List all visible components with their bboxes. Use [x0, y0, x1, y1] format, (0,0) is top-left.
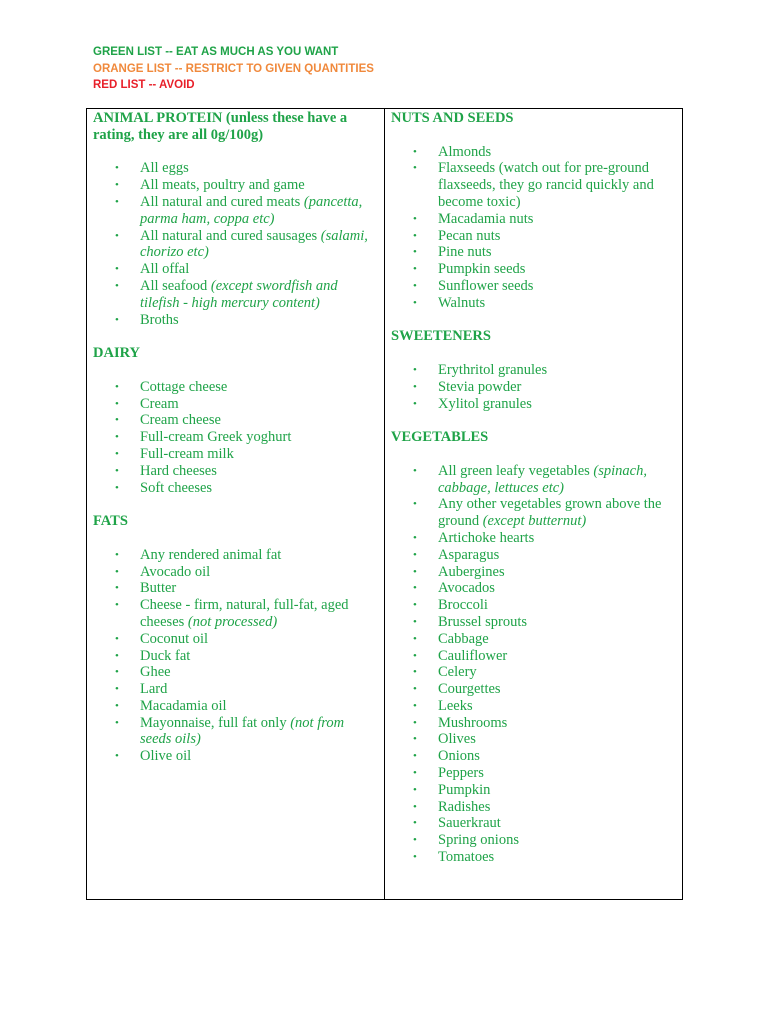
item-text: Lard	[140, 681, 168, 698]
item-text: Cream	[140, 395, 179, 412]
item-text: Macadamia oil	[140, 697, 227, 714]
item-text: Any other vegetables grown above the ground	[438, 496, 662, 530]
list-item	[391, 496, 676, 530]
item-text: Erythritol granules	[438, 361, 548, 378]
list-item	[93, 396, 378, 413]
list-item	[391, 715, 676, 732]
list-item	[93, 177, 378, 194]
list-item	[93, 194, 378, 228]
list-item	[93, 261, 378, 278]
list-item	[93, 412, 378, 429]
list-item	[93, 681, 378, 698]
list-item	[391, 160, 676, 210]
item-text: Pine nuts	[438, 244, 492, 261]
item-text: Brussel sprouts	[438, 613, 528, 630]
item-text: Cabbage	[438, 630, 489, 647]
item-text: Cream cheese	[140, 412, 221, 429]
item-text: Soft cheeses	[140, 479, 213, 496]
list-item	[391, 564, 676, 581]
legend-red: RED LIST -- AVOID	[93, 79, 195, 91]
item-text: Pecan nuts	[438, 227, 501, 244]
list-item	[391, 631, 676, 648]
item-note: (except swordfish and tilefish - high mercury content)	[140, 277, 338, 311]
item-text: Stevia powder	[438, 378, 522, 395]
item-note: (salami, chorizo etc)	[140, 227, 368, 261]
item-text: Broccoli	[438, 597, 488, 614]
list-item	[391, 681, 676, 698]
list-item	[93, 648, 378, 665]
item-text: Cottage cheese	[140, 378, 228, 395]
list-item	[93, 564, 378, 581]
item-text: All natural and cured sausages	[140, 227, 321, 244]
item-text: Cauliflower	[438, 647, 508, 664]
item-text: Aubergines	[438, 563, 505, 580]
item-text: Cheese - firm, natural, full-fat, aged cheeses	[140, 597, 349, 630]
list-item	[93, 312, 378, 329]
right-column	[385, 109, 683, 900]
list-item	[391, 530, 676, 547]
item-text: Olive oil	[140, 748, 192, 765]
item-list	[391, 362, 676, 412]
list-item	[391, 748, 676, 765]
item-note: (not from seeds oils)	[140, 714, 345, 748]
item-text: All meats, poultry and game	[140, 177, 305, 194]
section-heading: FATS	[93, 513, 128, 530]
list-item	[391, 463, 676, 497]
item-text: Sunflower seeds	[438, 277, 534, 294]
item-text: Almonds	[438, 143, 492, 160]
item-text: Coconut oil	[140, 630, 209, 647]
item-list	[93, 547, 378, 765]
item-text: All natural and cured meats	[140, 193, 304, 210]
item-text: Celery	[438, 664, 477, 681]
list-item	[391, 614, 676, 631]
item-note: (not processed)	[187, 613, 278, 630]
list-item	[391, 698, 676, 715]
list-item	[391, 211, 676, 228]
list-item	[93, 631, 378, 648]
list-item	[93, 664, 378, 681]
item-text: Flaxseeds (watch out for pre-ground flaxseeds, they go rancid quickly and become toxic)	[438, 160, 654, 210]
item-text: Mushrooms	[438, 714, 508, 731]
list-item	[391, 832, 676, 849]
item-text: Duck fat	[140, 647, 191, 664]
item-text: Full-cream milk	[140, 445, 234, 462]
list-item	[93, 463, 378, 480]
list-item	[391, 765, 676, 782]
section-sweeteners	[391, 312, 676, 413]
item-text: Avocados	[438, 580, 495, 597]
item-text: Any rendered animal fat	[140, 546, 282, 563]
list-item	[391, 580, 676, 597]
list-item	[391, 597, 676, 614]
list-item	[93, 715, 378, 749]
list-item	[93, 278, 378, 312]
item-text: Xylitol granules	[438, 395, 532, 412]
section-vegetables	[391, 412, 676, 866]
list-item	[93, 480, 378, 497]
section-fats	[93, 496, 378, 765]
section-animal-protein-unless	[93, 110, 378, 328]
color-legend	[93, 44, 374, 94]
section-heading: DAIRY	[93, 345, 141, 362]
item-text: All eggs	[140, 160, 189, 177]
legend-green: GREEN LIST -- EAT AS MUCH AS YOU WANT	[93, 46, 339, 58]
item-text: Full-cream Greek yoghurt	[140, 429, 292, 446]
right-column-content	[385, 109, 682, 866]
list-item	[391, 782, 676, 799]
item-text: Hard cheeses	[140, 462, 217, 479]
section-heading: NUTS AND SEEDS	[391, 110, 514, 126]
item-text: Butter	[140, 580, 177, 597]
item-text: Onions	[438, 748, 480, 765]
list-item	[391, 799, 676, 816]
item-text: Pumpkin seeds	[438, 261, 526, 278]
list-item	[93, 228, 378, 262]
list-item	[391, 244, 676, 261]
list-item	[93, 597, 378, 631]
item-text: Spring onions	[438, 832, 519, 849]
item-text: Sauerkraut	[438, 815, 501, 832]
legend-orange: ORANGE LIST -- RESTRICT TO GIVEN QUANTITIES	[93, 62, 374, 75]
list-item	[93, 379, 378, 396]
item-text: Tomatoes	[438, 849, 495, 866]
item-note: (except butternut)	[482, 513, 587, 530]
list-item	[391, 731, 676, 748]
list-item	[391, 278, 676, 295]
section-heading: ANIMAL PROTEIN (unless these have a rating, they are all 0g/100g)	[93, 110, 348, 143]
list-item	[391, 664, 676, 681]
section-heading: VEGETABLES	[391, 429, 489, 446]
list-item	[391, 815, 676, 832]
left-column-content	[87, 109, 384, 765]
list-item	[93, 429, 378, 446]
item-text: All green leafy vegetables	[438, 462, 594, 479]
item-text: All offal	[140, 261, 190, 278]
item-text: Artichoke hearts	[438, 529, 535, 546]
list-item	[391, 228, 676, 245]
item-text: Broths	[140, 311, 179, 328]
item-text: Radishes	[438, 798, 491, 815]
item-list	[391, 463, 676, 866]
list-item	[391, 261, 676, 278]
item-text: Olives	[438, 731, 476, 748]
list-item	[391, 396, 676, 413]
item-list	[93, 379, 378, 497]
food-list-table	[86, 108, 683, 900]
list-item	[391, 144, 676, 161]
item-list	[391, 144, 676, 312]
item-note: (spinach, cabbage, lettuces etc)	[438, 462, 647, 496]
list-item	[391, 295, 676, 312]
item-text: All seafood	[140, 277, 211, 294]
list-item	[93, 160, 378, 177]
list-item	[391, 547, 676, 564]
item-text: Leeks	[438, 697, 473, 714]
section-nuts-and-seeds	[391, 110, 676, 312]
list-item	[391, 362, 676, 379]
item-text: Ghee	[140, 664, 171, 681]
list-item	[391, 379, 676, 396]
list-item	[391, 648, 676, 665]
item-note: (pancetta, parma ham, coppa etc)	[140, 193, 363, 227]
item-text: Peppers	[438, 765, 484, 782]
item-text: Asparagus	[438, 546, 500, 563]
list-item	[93, 547, 378, 564]
list-item	[93, 748, 378, 765]
item-text: Avocado oil	[140, 563, 211, 580]
left-column	[87, 109, 385, 900]
list-item	[391, 849, 676, 866]
list-item	[93, 698, 378, 715]
item-list	[93, 160, 378, 328]
item-text: Macadamia nuts	[438, 210, 534, 227]
list-item	[93, 580, 378, 597]
item-text: Walnuts	[438, 294, 486, 311]
list-item	[93, 446, 378, 463]
section-dairy	[93, 328, 378, 496]
section-heading: SWEETENERS	[391, 328, 491, 345]
item-text: Courgettes	[438, 681, 501, 698]
item-text: Mayonnaise, full fat only	[140, 714, 291, 731]
item-text: Pumpkin	[438, 781, 491, 798]
